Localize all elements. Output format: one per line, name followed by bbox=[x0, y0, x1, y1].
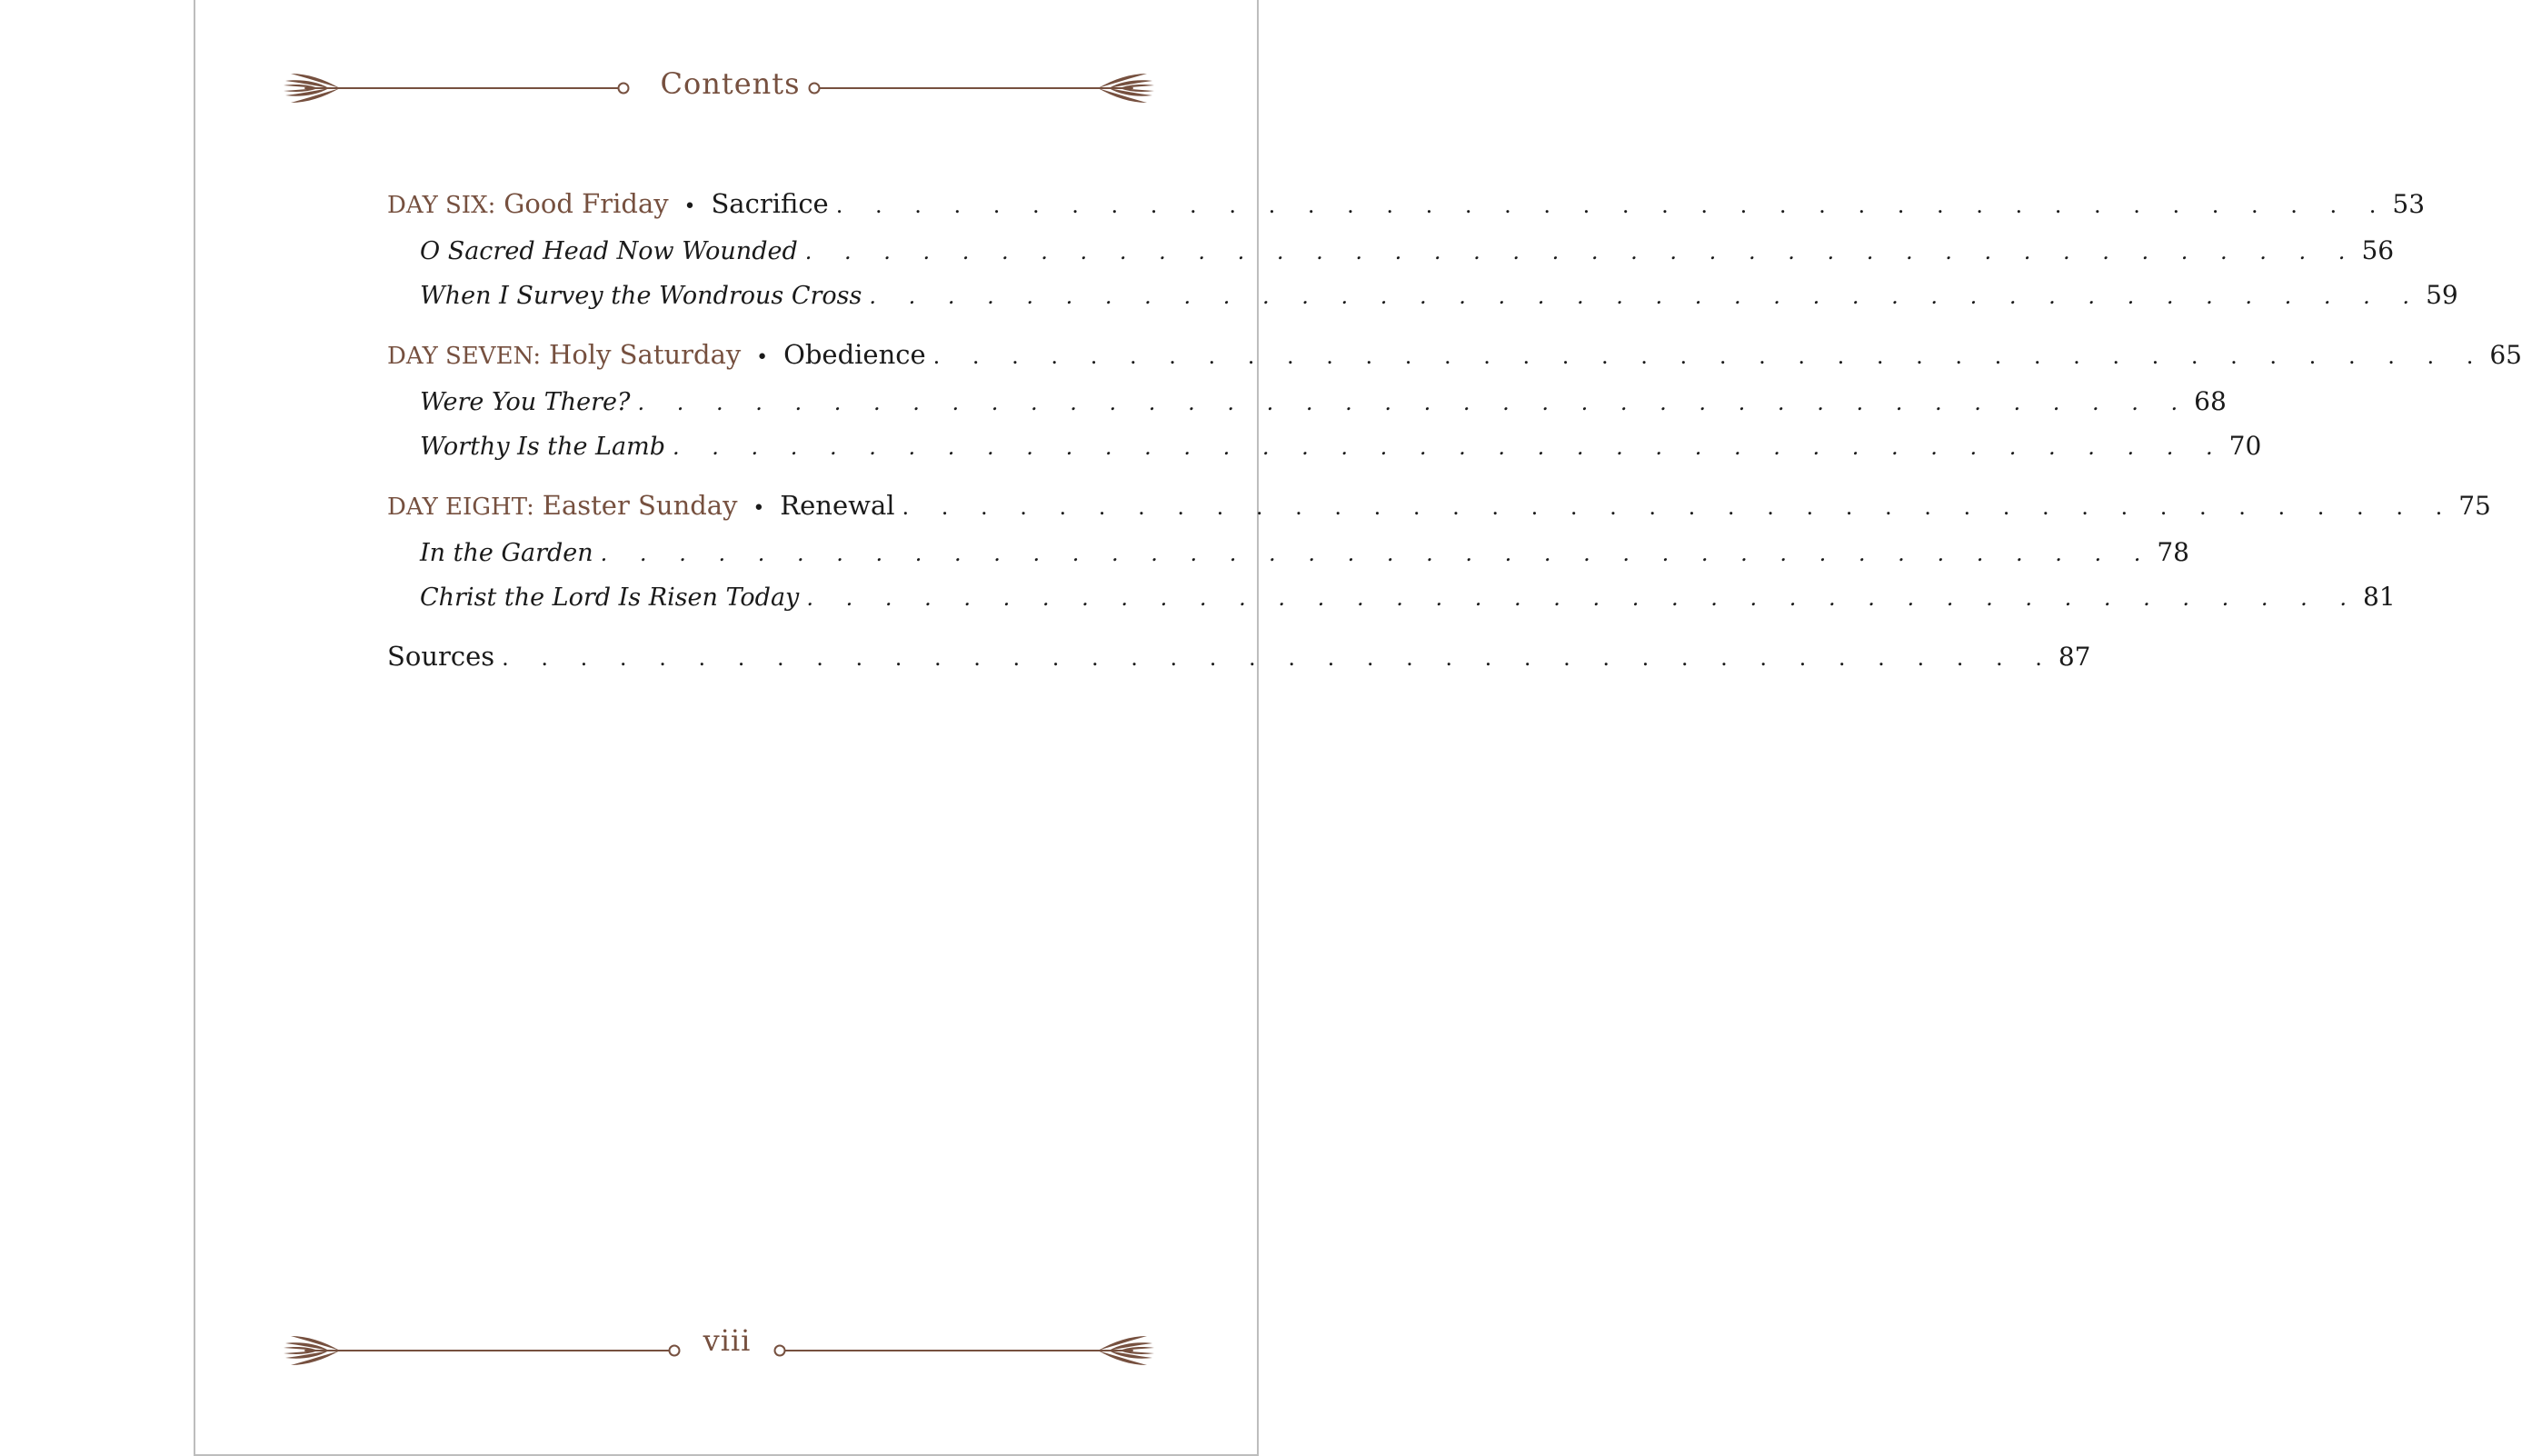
page-number: 87 bbox=[2058, 642, 2091, 672]
separator-bullet: • bbox=[756, 346, 769, 369]
footer-ornament bbox=[0, 1323, 1454, 1378]
dot-leader: . . . . . . . . . . . . . . . . . . . . . . . . . . . . . . . . . . . . . . . . bbox=[600, 541, 2154, 566]
toc-sources-entry[interactable] bbox=[387, 634, 2091, 680]
page-title: Contents bbox=[660, 66, 801, 101]
toc-section-title bbox=[387, 484, 902, 531]
toc-section-entry[interactable] bbox=[387, 484, 2491, 531]
dot-leader: . . . . . . . . . . . . . . . . . . . . . . . . . . . . . . . . . . . . . . . . bbox=[835, 193, 2389, 218]
toc-section-title bbox=[387, 182, 836, 229]
toc-hymn-entry[interactable] bbox=[387, 424, 2262, 469]
dot-leader: . . . . . . . . . . . . . . . . . . . . . . . . . . . . . . . . . . . . . . . . bbox=[806, 585, 2360, 611]
dot-leader: . . . . . . . . . . . . . . . . . . . . . . . . . . . . . . . . . . . . . . . . bbox=[502, 645, 2055, 671]
page-number: 56 bbox=[2361, 235, 2395, 265]
sources-title: Sources bbox=[387, 634, 502, 678]
page-number: 75 bbox=[2458, 491, 2491, 521]
dot-leader: . . . . . . . . . . . . . . . . . . . . . . . . . . . . . . . . . . . . . . . . bbox=[869, 284, 2423, 309]
toc-section-entry[interactable] bbox=[387, 333, 2522, 380]
toc-hymn-entry[interactable] bbox=[387, 229, 2395, 274]
folio-page-number: viii bbox=[703, 1323, 752, 1358]
section-theme: Obedience bbox=[783, 339, 926, 370]
day-name: Easter Sunday bbox=[542, 490, 738, 521]
day-label: DAY SEVEN: bbox=[387, 343, 542, 370]
toc-section-day-six bbox=[387, 182, 2458, 318]
hymn-title: In the Garden bbox=[420, 532, 601, 575]
page-number: 68 bbox=[2194, 386, 2227, 416]
page-number: 81 bbox=[2363, 582, 2396, 612]
table-of-contents bbox=[387, 182, 2522, 680]
separator-bullet: • bbox=[753, 497, 765, 520]
hymn-title: When I Survey the Wondrous Cross bbox=[420, 274, 869, 318]
hymn-title: O Sacred Head Now Wounded bbox=[420, 230, 805, 274]
section-theme: Sacrifice bbox=[711, 188, 829, 219]
toc-section-entry[interactable] bbox=[387, 182, 2426, 229]
page-number: 59 bbox=[2426, 280, 2458, 310]
page-number: 70 bbox=[2228, 431, 2262, 461]
day-label: DAY SIX: bbox=[387, 192, 496, 219]
dot-leader: . . . . . . . . . . . . . . . . . . . . . . . . . . . . . . . . . . . . . . . . bbox=[804, 239, 2358, 264]
hymn-title: Were You There? bbox=[420, 381, 637, 424]
section-theme: Renewal bbox=[780, 490, 895, 521]
page-number: 53 bbox=[2392, 189, 2426, 219]
dot-leader: . . . . . . . . . . . . . . . . . . . . . . . . . . . . . . . . . . . . . . . . bbox=[902, 494, 2456, 520]
day-name: Holy Saturday bbox=[549, 339, 742, 370]
header-ornament bbox=[0, 61, 1454, 115]
toc-hymn-entry[interactable] bbox=[387, 274, 2458, 318]
dot-leader: . . . . . . . . . . . . . . . . . . . . . . . . . . . . . . . . . . . . . . . . bbox=[672, 434, 2226, 460]
toc-section-title bbox=[387, 333, 933, 380]
toc-hymn-entry[interactable] bbox=[387, 575, 2396, 620]
toc-hymn-entry[interactable] bbox=[387, 531, 2189, 575]
toc-hymn-entry[interactable] bbox=[387, 380, 2227, 424]
toc-section-day-eight bbox=[387, 484, 2491, 620]
toc-section-day-seven bbox=[387, 333, 2522, 469]
day-name: Good Friday bbox=[503, 188, 669, 219]
dot-leader: . . . . . . . . . . . . . . . . . . . . . . . . . . . . . . . . . . . . . . . . bbox=[637, 390, 2191, 415]
hymn-title: Christ the Lord Is Risen Today bbox=[420, 576, 806, 620]
page-number: 78 bbox=[2157, 537, 2189, 567]
day-label: DAY EIGHT: bbox=[387, 494, 534, 521]
page-number: 65 bbox=[2489, 340, 2522, 370]
hymn-title: Worthy Is the Lamb bbox=[420, 425, 673, 469]
separator-bullet: • bbox=[683, 195, 696, 218]
dot-leader: . . . . . . . . . . . . . . . . . . . . . . . . . . . . . . . . . . . . . . . . bbox=[932, 344, 2487, 369]
